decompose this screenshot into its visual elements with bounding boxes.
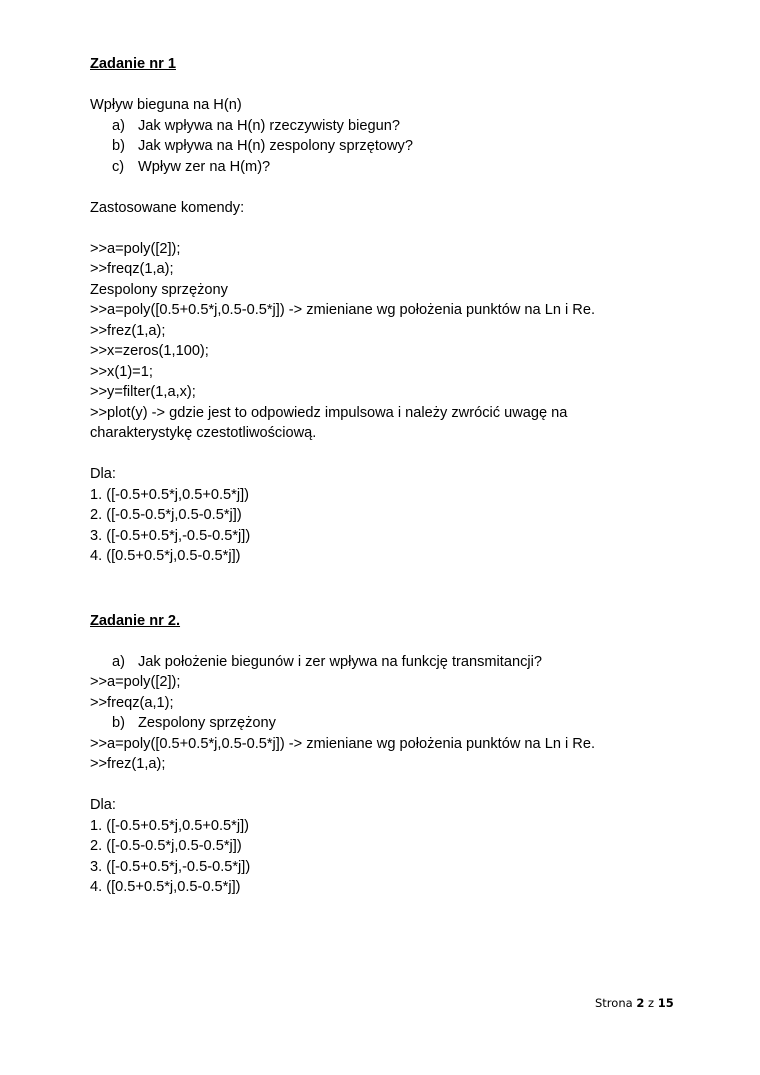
list-item: b) Jak wpływa na H(n) zespolony sprzętowy? xyxy=(112,138,413,154)
for-label: Dla: xyxy=(90,797,116,813)
spacer xyxy=(90,444,710,465)
command-line: >>frez(1,a); xyxy=(90,756,166,772)
task1-question-list xyxy=(90,116,710,178)
case-line: 3. ([-0.5+0.5*j,-0.5-0.5*j]) xyxy=(90,858,251,875)
commands-label: Zastosowane komendy: xyxy=(90,199,245,216)
for-label: Dla: xyxy=(90,466,116,482)
page-separator: z xyxy=(647,996,655,1010)
task2-cases xyxy=(90,816,710,898)
command-line: >>a=poly([2]); xyxy=(90,240,181,257)
spacer xyxy=(90,218,710,239)
case-line: 1. ([-0.5+0.5*j,0.5+0.5*j]) xyxy=(90,486,250,503)
spacer xyxy=(90,177,710,198)
case-line: 4. ([0.5+0.5*j,0.5-0.5*j]) xyxy=(90,879,241,895)
task1-cases xyxy=(90,485,710,567)
command-line: >>frez(1,a); xyxy=(90,322,166,339)
case-line: 2. ([-0.5-0.5*j,0.5-0.5*j]) xyxy=(90,507,242,523)
case-line: 3. ([-0.5+0.5*j,-0.5-0.5*j]) xyxy=(90,527,251,544)
command-line: >>plot(y) -> gdzie jest to odpowiedz impulsowa i należy zwrócić uwagę na charakterystykę czestotliwościową. xyxy=(90,404,568,441)
total-pages-number: 15 xyxy=(657,996,674,1010)
task2-item-b xyxy=(90,713,710,734)
document-page xyxy=(90,54,710,898)
spacer xyxy=(90,75,710,96)
list-item: b) Zespolony sprzężony xyxy=(112,715,276,731)
case-line: 2. ([-0.5-0.5*j,0.5-0.5*j]) xyxy=(90,838,242,854)
task2-heading: Zadanie nr 2. xyxy=(90,612,181,629)
command-line: Zespolony sprzężony xyxy=(90,281,228,298)
list-item: a) Jak położenie biegunów i zer wpływa na funkcję transmitancji? xyxy=(112,653,542,670)
case-line: 4. ([0.5+0.5*j,0.5-0.5*j]) xyxy=(90,548,241,564)
command-line: >>a=poly([0.5+0.5*j,0.5-0.5*j]) -> zmieniane wg położenia punktów na Ln i Re. xyxy=(90,302,596,318)
task1-heading: Zadanie nr 1 xyxy=(90,56,176,72)
task1-commands xyxy=(90,239,710,444)
command-line: >>x=zeros(1,100); xyxy=(90,343,209,359)
current-page-number: 2 xyxy=(636,996,645,1010)
spacer xyxy=(90,775,710,796)
command-line: >>x(1)=1; xyxy=(90,363,153,380)
command-line: >>a=poly([2]); xyxy=(90,674,181,690)
command-line: >>y=filter(1,a,x); xyxy=(90,384,196,400)
task1-intro: Wpływ bieguna na H(n) xyxy=(90,97,242,113)
task2-item-a xyxy=(90,652,710,673)
list-item: c) Wpływ zer na H(m)? xyxy=(112,158,271,175)
spacer xyxy=(90,567,710,611)
list-item: a) Jak wpływa na H(n) rzeczywisty biegun? xyxy=(112,117,400,134)
spacer xyxy=(90,631,710,652)
command-line: >>freqz(1,a); xyxy=(90,261,174,277)
case-line: 1. ([-0.5+0.5*j,0.5+0.5*j]) xyxy=(90,817,250,834)
page-number-footer xyxy=(595,996,674,1010)
page-label: Strona xyxy=(595,996,633,1010)
command-line: >>freqz(a,1); xyxy=(90,694,174,711)
command-line: >>a=poly([0.5+0.5*j,0.5-0.5*j]) -> zmieniane wg położenia punktów na Ln i Re. xyxy=(90,735,596,752)
